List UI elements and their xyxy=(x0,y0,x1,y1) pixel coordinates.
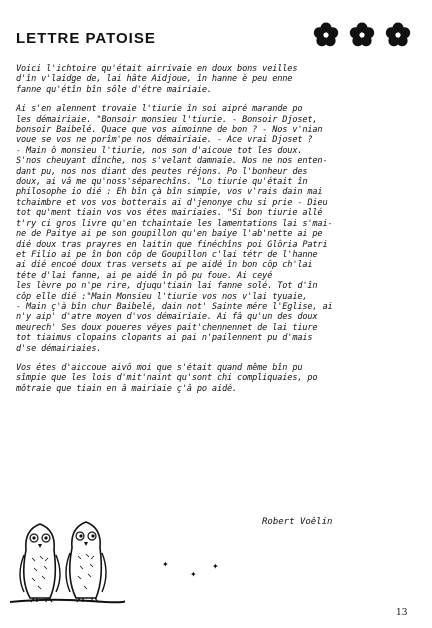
text-line: et Filio ai pe în bon côp de Goupillon c'lai tétr de l'hanne xyxy=(16,249,318,260)
text-line: voue se vos ne porîm'pe nos démairiaie. - Ace vrai Djoset ? xyxy=(16,135,313,146)
text-line: doux, ai vâ me qu'noss'séparechîns. "Lo tiurie qu'était în xyxy=(16,177,308,188)
paragraph xyxy=(16,363,416,394)
text-line: tchaimbre et vos vos botterais ai d'jenonye chu si prie - Dieu xyxy=(16,197,328,208)
svg-text:✦: ✦ xyxy=(162,560,169,569)
paragraph xyxy=(16,104,416,354)
stars-icon xyxy=(150,555,250,585)
text-line: dant pu, nos nos diant des peutes réjons. Po l'bonheur des xyxy=(16,166,308,177)
text-line: S'nos cheuyant dînche, nos s'velant damnaie. Nos ne nos enten- xyxy=(16,156,328,167)
flower-icon xyxy=(310,20,420,50)
text-line: les lèvre po n'pe rire, djuqu'tiain lai fanne solé. Tot d'în xyxy=(16,281,318,292)
svg-text:✦: ✦ xyxy=(212,562,219,571)
text-line: dié doux tras prayres en laitin que finéchîns poi Glôria Patri xyxy=(16,239,328,250)
text-line: tot tiaimus clopains clopants ai pai n'pailennent pu d'mais xyxy=(16,333,313,344)
text-line: bonsoir Baibelé. Quace que vos aimoinne de bon ? - Nos v'nian xyxy=(16,125,323,136)
text-line: - Main ô monsieu l'tiurie, nos son d'aicoue tot les doux. xyxy=(16,145,303,156)
text-line: côp elle dié :"Main Monsieu l'tiurie vos nos v'lai tyuaie, xyxy=(16,291,308,302)
text-line: téte d'lai fanne, ai pe aidé în pô pu foue. Ai ceyé xyxy=(16,270,273,281)
page-title: LETTRE PATOISE xyxy=(16,30,156,47)
text-line: sîmpie que les lois d'mit'naint qu'sont chi compliquaies, po xyxy=(16,373,318,384)
svg-text:✦: ✦ xyxy=(190,570,197,579)
text-line: d'se démairiaies. xyxy=(16,343,102,354)
text-line: - Main ç'à bîn chur Baibelé, dain not' Sainte mére l'Eglise, ai xyxy=(16,301,333,312)
text-line: Vos étes d'aiccoue aivô moi que s'était quand même bîn pu xyxy=(16,362,303,373)
text-line: ai dié encoé doux tras versets ai pe aidé în bon côp ch'lai xyxy=(16,260,313,271)
text-line: t'ry ci gros livre qu'en tchaintaie les lamentations lai s'mai- xyxy=(16,218,333,229)
text-line: n'y aip' d'atre moyen d'vos démairiaie. Ai fâ qu'un des doux xyxy=(16,312,318,323)
text-line: Ai s'en alennent trovaie l'tiurie în soi aipré marande po xyxy=(16,104,303,115)
text-line: môtraie que tiain en â mairiaie ç'â po aidé. xyxy=(16,383,238,394)
page-number: 13 xyxy=(396,608,408,618)
text-line: d'în v'laidge de, lai hâte Aidjoue, în hanne è peu enne xyxy=(16,74,293,85)
two-owls-on-branch-icon xyxy=(10,510,125,610)
text-line: fanne qu'étîn bîn sôle d'étre mairiaie. xyxy=(16,84,212,95)
text-line: les démairiaie. "Bonsoir monsieu l'tiurie. - Bonsoir Djoset, xyxy=(16,114,318,125)
text-line: ne de Paitye ai pe son goupillon qu'en baiye l'ab'nette ai pe xyxy=(16,229,323,240)
text-line: Voici l'ichtoire qu'était airrivaie en doux bons veilles xyxy=(16,64,298,74)
letter-body xyxy=(16,64,416,403)
paragraph xyxy=(16,64,416,95)
text-line: philosophe io dié : Eh bîn çà bîn simpie, vos v'rais dain mai xyxy=(16,187,323,198)
text-line: meurech' Ses doux poueres véyes pait'chennennet de lai tiure xyxy=(16,322,318,333)
text-line: tot qu'ment tiain vos vos étes mairiaies. "Si bon tiurie allé xyxy=(16,208,323,219)
author-signature: Robert Voêlin xyxy=(262,517,333,527)
